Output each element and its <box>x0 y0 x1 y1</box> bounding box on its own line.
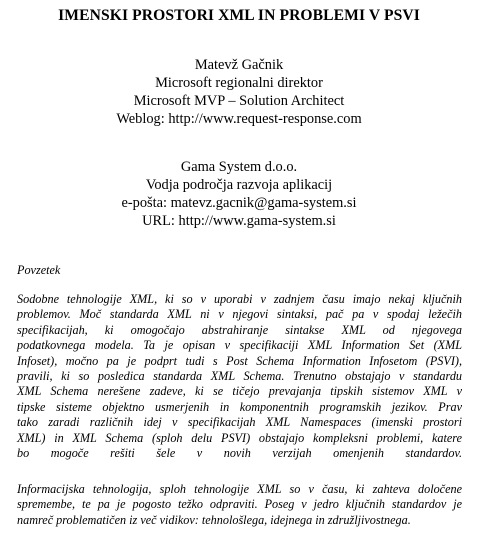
paragraph-line: podatkovnega modela. Ta je opisan v specifikaciji XML Information Set (XML <box>17 338 462 353</box>
company-block <box>0 158 478 230</box>
paragraph-line: bo mogoče rešiti šele v novih verzijah omenjenih standardov. <box>17 446 462 461</box>
paragraph-line: XML) in XML Schema (sploh delu PSVI) obstajajo kompleksni problemi, katere <box>17 430 462 445</box>
company-email: e-pošta: matevz.gacnik@gama-system.si <box>121 195 357 211</box>
paragraph-line: Informacijska tehnologija, sploh tehnologije XML so v času, ki zahteva določene <box>17 482 462 496</box>
paragraph-line: tako zaradi različnih idej v specifikacijah XML Namespaces (imenski prostori <box>17 415 462 430</box>
author-block <box>0 56 478 128</box>
paragraph-line: specifikacijah, ki omogočajo abstrahiranje sintakse XML od njegovega <box>17 322 462 337</box>
author-role: Microsoft regionalni direktor <box>155 75 323 91</box>
abstract-heading: Povzetek <box>17 263 61 277</box>
paragraph-line: XML Schema nerešene zadeve, ki se tičejo prevajanja tipskih sistemov XML v <box>17 384 462 399</box>
paragraph-line: Infoset), močno pa je podprt tudi s Post Schema Information Infosetom (PSVI), <box>17 353 462 368</box>
paragraph-line: tipske sisteme objektno usmerjenih in komponentnih programskih jezikov. Prav <box>17 399 462 414</box>
author-name: Matevž Gačnik <box>194 57 284 73</box>
author-weblog: Weblog: http://www.request-response.com <box>116 111 362 127</box>
author-mvp: Microsoft MVP – Solution Architect <box>133 93 345 109</box>
abstract-paragraph-1 <box>17 292 462 461</box>
abstract-paragraph-2 <box>17 482 462 528</box>
paper-title: IMENSKI PROSTORI XML IN PROBLEMI V PSVI <box>58 7 420 24</box>
company-url: URL: http://www.gama-system.si <box>142 213 336 229</box>
paragraph-line: Sodobne tehnologije XML, ki so v uporabi v zadnjem času imajo nekaj ključnih <box>17 292 462 306</box>
company-role: Vodja področja razvoja aplikacij <box>145 177 333 193</box>
paragraph-line: spremembe, te pa je pogosto težko odpraviti. Poseg v jedro ključnih standardov je <box>17 497 462 512</box>
company-name: Gama System d.o.o. <box>180 159 298 175</box>
paragraph-line: problemov. Moč standarda XML ni v njegovi sintaksi, pač pa v spodaj ležečih <box>17 307 462 322</box>
paragraph-line: namreč problematičen iz več vidikov: tehnološlega, idejnega in združljivostnega. <box>17 512 411 527</box>
paragraph-line: pravili, ki so posledica standarda XML Schema. Trenutno obstajajo v standardu <box>17 369 462 384</box>
